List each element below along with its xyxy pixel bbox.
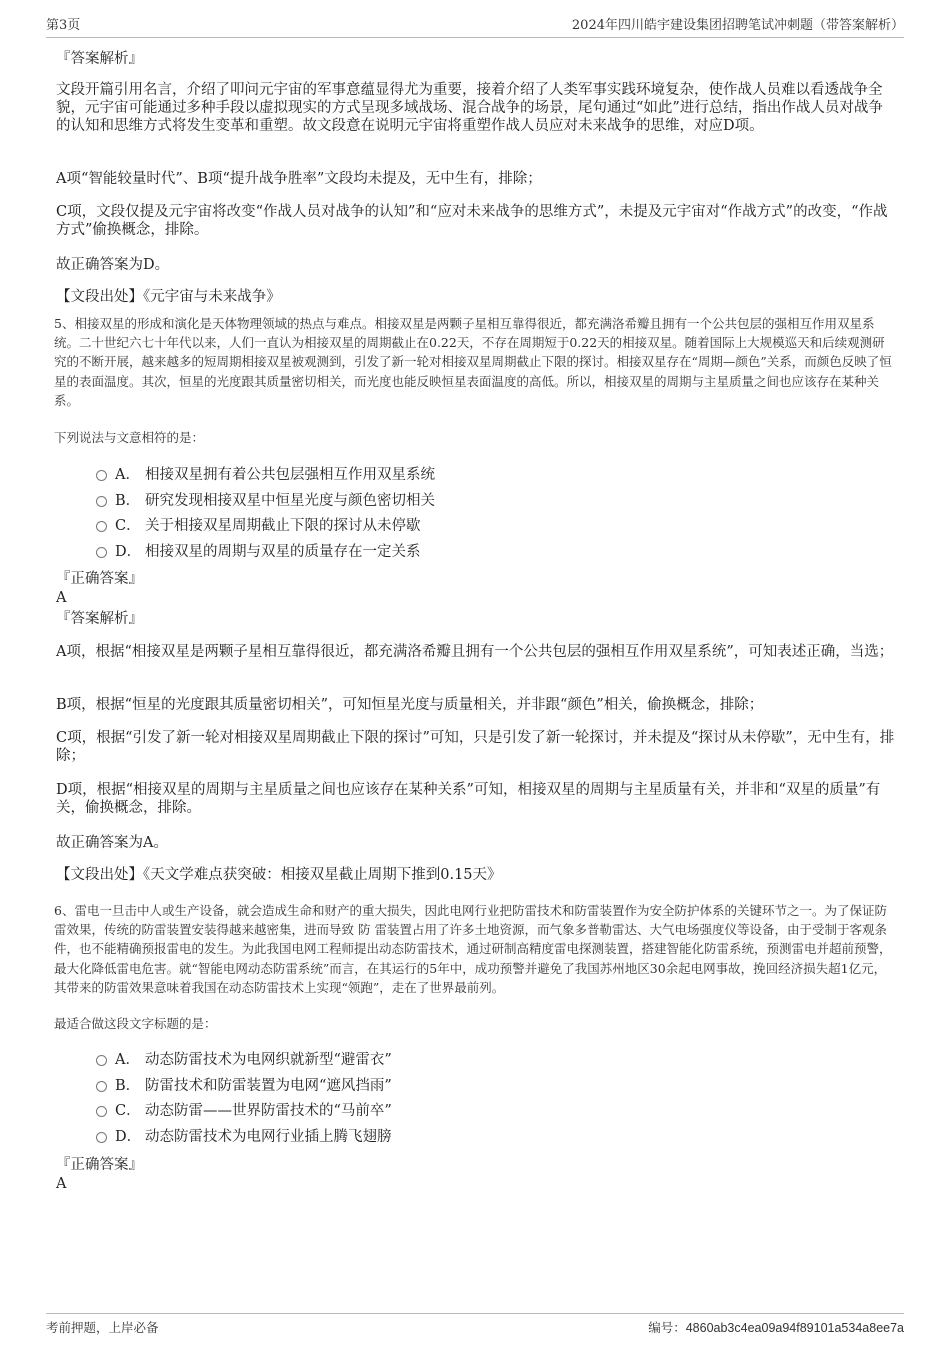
radio-icon[interactable] xyxy=(96,470,107,481)
radio-icon[interactable] xyxy=(96,496,107,507)
q5-analysis-b: B项，根据“恒星的光度跟其质量密切相关”，可知恒星光度与质量相关，并非跟“颜色”相关，偷换概念，排除； xyxy=(56,697,764,713)
page-footer xyxy=(46,1313,904,1336)
q5-option-b[interactable]: B． 研究发现相接双星中恒星光度与颜色密切相关 xyxy=(96,487,876,513)
q5-option-c[interactable]: C． 关于相接双星周期截止下限的探讨从未停歇 xyxy=(96,512,876,538)
q6-answer-label: 『正确答案』 xyxy=(56,1157,143,1173)
q5-source: 【文段出处】《天文学难点获突破：相接双星截止周期下推到0.15天》 xyxy=(56,867,502,883)
q5-option-a[interactable]: A． 相接双星拥有着公共包层强相互作用双星系统 xyxy=(96,461,876,487)
q5-option-d[interactable]: D． 相接双星的周期与双星的质量存在一定关系 xyxy=(96,538,876,564)
q4-conclusion: 故正确答案为D。 xyxy=(56,257,170,273)
q6-option-c[interactable]: C． 动态防雷——世界防雷技术的“马前卒” xyxy=(96,1097,876,1123)
q4-analysis-paragraph-3: C项，文段仅提及元宇宙将改变“作战人员对战争的认知”和“应对未来战争的思维方式”，未提及元宇宙对“作战方式”的改变，“作战方式”偷换概念，排除。 xyxy=(56,204,888,238)
q5-analysis-d: D项，根据“相接双星的周期与主星质量之间也应该存在某种关系”可知，相接双星的周期与主星质量有关，并非和“双星的质量”有关，偷换概念，排除。 xyxy=(56,782,881,816)
page-header xyxy=(46,14,904,38)
footer-slogan: 考前押题，上岸必备 xyxy=(46,1320,159,1335)
q6-option-a[interactable]: A． 动态防雷技术为电网织就新型“避雷衣” xyxy=(96,1046,876,1072)
radio-icon[interactable] xyxy=(96,1106,107,1117)
q5-conclusion: 故正确答案为A。 xyxy=(56,835,168,851)
document-title: 2024年四川皓宇建设集团招聘笔试冲刺题（带答案解析） xyxy=(571,18,904,33)
radio-icon[interactable] xyxy=(96,521,107,532)
q5-answer: A xyxy=(56,590,67,606)
q4-source: 【文段出处】《元宇宙与未来战争》 xyxy=(56,289,281,305)
q5-stem: 5、相接双星的形成和演化是天体物理领域的热点与难点。相接双星是两颗子星相互靠得很近，都充满洛希瓣且拥有一个公共包层的强相互作用双星系统。二十世纪六七十年代以来，人们一直认为相接双星的周期截止在0.22天，不存在周期短于0.22天的相接双星。随着国际上大规模巡天和后续观测研究的不断开展，越来越多的短周期相接双星被观测到，引发了新一轮对相接双星周期截止下限的探讨。相接双星存在“周期—颜色”关系，而颜色反映了恒星的表面温度。其次，恒星的光度跟其质量密切相关，而光度也能反映恒星表面温度的高低。所以，相接双星的周期与主星质量之间也应该存在某种关系。 xyxy=(54,316,892,408)
document-serial: 编号：4860ab3c4ea09a94f89101a534a8ee7a xyxy=(648,1321,904,1335)
q6-options xyxy=(96,1046,876,1148)
q6-stem: 6、雷电一旦击中人或生产设备，就会造成生命和财产的重大损失，因此电网行业把防雷技术和防雷装置作为安全防护体系的关键环节之一。为了保证防雷效果，传统的防雷装置安装得越来越密集，进而导致 防 雷装置占用了许多土地资源，而气象多普勒雷达、大气电场强度仪等设备，由于受制于客观条件，也不能精确预报雷电的发生。为此我国电网工程师提出动态防雷技术，通过研制高精度雷电探测装置，搭建智能化防雷系统，预测雷电并超前预警，最大化降低雷电危害。就“智能电网动态防雷系统”而言，在其运行的5年中，成功预警并避免了我国苏州地区30余起电网事故，挽回经济损失超1亿元，其带来的防雷效果意味着我国在动态防雷技术上实现“领跑”，走在了世界最前列。 xyxy=(54,903,892,995)
q4-analysis-label: 『答案解析』 xyxy=(56,51,143,67)
radio-icon[interactable] xyxy=(96,1081,107,1092)
q5-analysis-label: 『答案解析』 xyxy=(56,611,143,627)
q5-answer-label: 『正确答案』 xyxy=(56,571,143,587)
q5-analysis-a: A项，根据“相接双星是两颗子星相互靠得很近，都充满洛希瓣且拥有一个公共包层的强相互作用双星系统”，可知表述正确，当选； xyxy=(56,644,894,660)
q5-options xyxy=(96,461,876,563)
q6-answer: A xyxy=(56,1176,67,1192)
radio-icon[interactable] xyxy=(96,547,107,558)
q6-question: 最适合做这段文字标题的是： xyxy=(54,1016,217,1031)
q5-analysis-c: C项，根据“引发了新一轮对相接双星周期截止下限的探讨”可知，只是引发了新一轮探讨，并未提及“探讨从未停歇”，无中生有，排除； xyxy=(56,730,895,764)
q6-option-d[interactable]: D． 动态防雷技术为电网行业插上腾飞翅膀 xyxy=(96,1123,876,1149)
q5-question: 下列说法与文意相符的是： xyxy=(54,430,205,445)
q4-analysis-paragraph-2: A项“智能较量时代”、B项“提升战争胜率”文段均未提及，无中生有，排除； xyxy=(56,171,542,187)
radio-icon[interactable] xyxy=(96,1055,107,1066)
page-number: 第3页 xyxy=(46,18,81,33)
q6-option-b[interactable]: B． 防雷技术和防雷装置为电网“遮风挡雨” xyxy=(96,1072,876,1098)
q4-analysis-paragraph-1: 文段开篇引用名言，介绍了叩问元宇宙的军事意蕴显得尤为重要，接着介绍了人类军事实践环境复杂，使作战人员难以看透战争全貌，元宇宙可能通过多种手段以虚拟现实的方式呈现多域战场、混合战争的场景，尾句通过“如此”进行总结，指出作战人员对战争的认知和思维方式将发生变革和重塑。故文段意在说明元宇宙将重塑作战人员应对未来战争的思维，对应D项。 xyxy=(56,82,883,134)
radio-icon[interactable] xyxy=(96,1132,107,1143)
